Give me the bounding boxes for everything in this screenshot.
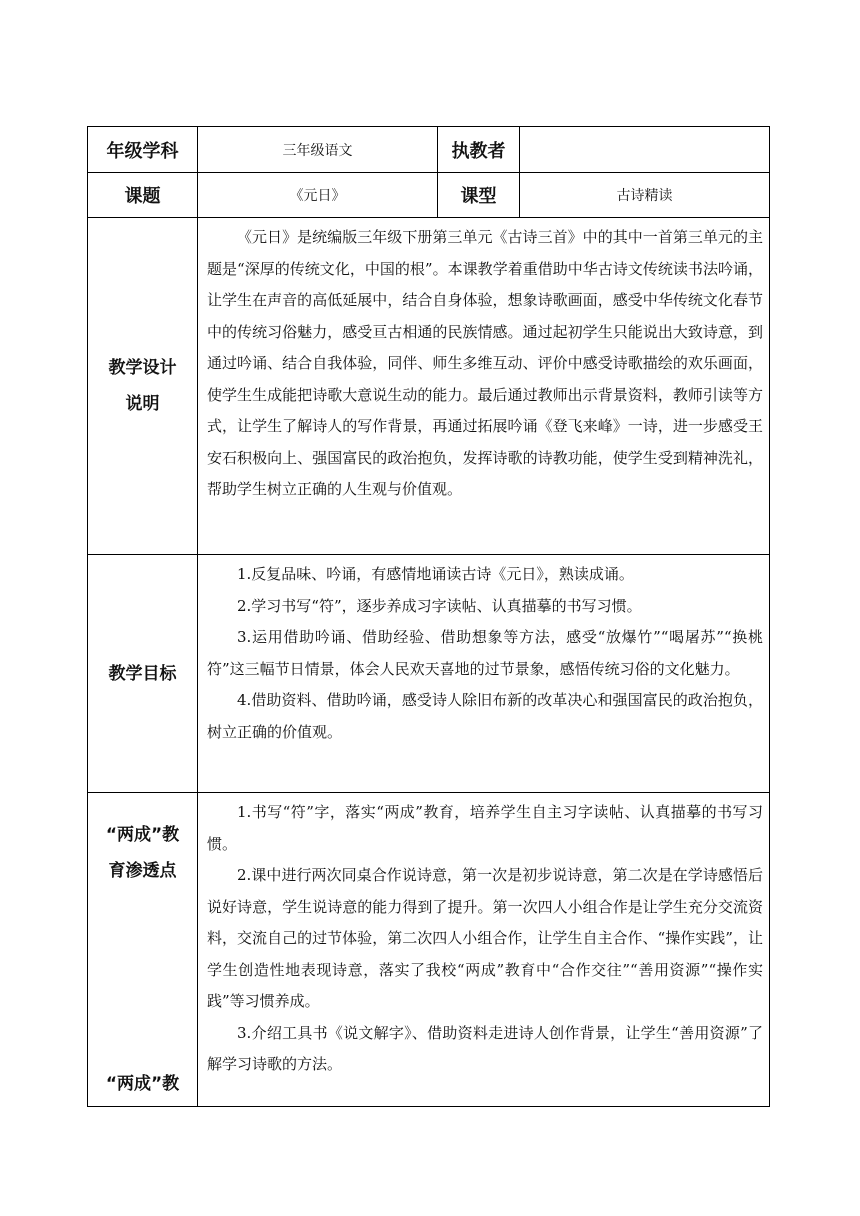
design-label-line2: 说明 — [125, 394, 160, 414]
lesson-title-label: 课题 — [88, 173, 198, 218]
goals-cell — [198, 555, 770, 793]
design-row — [88, 218, 770, 555]
design-label — [88, 218, 198, 555]
liangcheng-label-line2: 育渗透点 — [108, 861, 177, 881]
design-text: 《元日》是统编版三年级下册第三单元《古诗三首》中的其中一首第三单元的主题是“深厚的传统文化，中国的根”。本课教学着重借助中华古诗文传统读书法吟诵，让学生在声音的高低延展中，结合自身体验，想象诗歌画面，感受中华传统文化春节中的传统习俗魅力，感受亘古相通的民族情感。通过起初学生只能说出大致诗意，到通过吟诵、结合自我体验，同伴、师生多维互动、评价中感受诗歌描绘的欢乐画面，使学生生成能把诗歌大意说生动的能力。最后通过教师出示背景资料，教师引读等方式，让学生了解诗人的写作背景，再通过拓展吟诵《登飞来峰》一诗，进一步感受王安石积极向上、强国富民的政治抱负，发挥诗歌的诗教功能，使学生受到精神洗礼，帮助学生树立正确的人生观与价值观。 — [207, 228, 763, 498]
liangcheng-label-bottom: “两成”教 — [105, 1074, 180, 1094]
liangcheng-label — [88, 793, 198, 1107]
grade-subject-row — [88, 127, 770, 173]
goal-item-2: 2.学习书写“符”，逐步养成习字读帖、认真描摹的书写习惯。 — [237, 596, 642, 615]
liangcheng-item-1: 1.书写“符”字，落实“两成”教育，培养学生自主习字读帖、认真描摹的书写习惯。 — [207, 803, 763, 853]
design-text-cell — [198, 218, 770, 555]
lesson-type-value: 古诗精读 — [520, 173, 770, 218]
lesson-type-label: 课型 — [438, 173, 520, 218]
design-label-line1: 教学设计 — [108, 358, 177, 378]
goal-item-3: 3.运用借助吟诵、借助经验、借助想象等方法，感受“放爆竹”“喝屠苏”“换桃符”这三幅节日情景，体会人民欢天喜地的过节景象，感悟传统习俗的文化魅力。 — [207, 628, 763, 678]
lesson-plan-table — [87, 126, 770, 1107]
teacher-label: 执教者 — [438, 127, 520, 173]
liangcheng-item-3: 3.介绍工具书《说文解字》、借助资料走进诗人创作背景，让学生“善用资源”了解学习诗歌的方法。 — [207, 1023, 763, 1073]
lesson-title-row — [88, 173, 770, 218]
liangcheng-label-line1: “两成”教 — [105, 825, 180, 845]
liangcheng-label-top — [88, 817, 197, 889]
liangcheng-item-2: 2.课中进行两次同桌合作说诗意，第一次是初步说诗意，第二次是在学诗感悟后说好诗意，学生说诗意的能力得到了提升。第一次四人小组合作是让学生充分交流资料，交流自己的过节体验，第二次四人小组合作，让学生自主合作、“操作实践”，让学生创造性地表现诗意，落实了我校“两成”教育中“合作交往”“善用资源”“操作实践”等习惯养成。 — [207, 866, 763, 1010]
grade-subject-label: 年级学科 — [88, 127, 198, 173]
goals-label: 教学目标 — [88, 555, 198, 793]
lesson-title-value: 《元日》 — [198, 173, 438, 218]
goal-item-1: 1.反复品味、吟诵，有感情地诵读古诗《元日》，熟读成诵。 — [237, 565, 634, 583]
teacher-value — [520, 127, 770, 173]
liangcheng-row — [88, 793, 770, 1107]
goals-row — [88, 555, 770, 793]
liangcheng-cell — [198, 793, 770, 1107]
goal-item-4: 4.借助资料、借助吟诵，感受诗人除旧布新的改革决心和强国富民的政治抱负，树立正确的价值观。 — [207, 691, 763, 741]
grade-subject-value: 三年级语文 — [198, 127, 438, 173]
